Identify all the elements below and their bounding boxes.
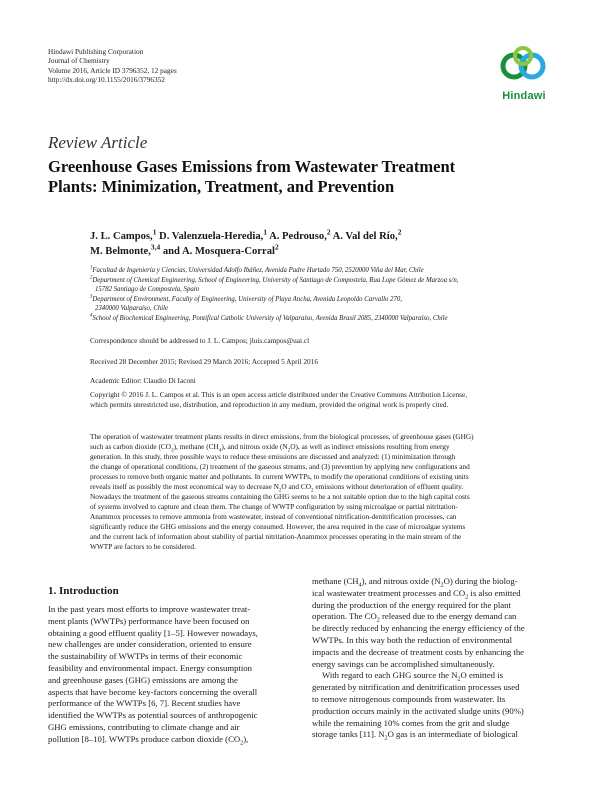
copyright-notice: Copyright © 2016 J. L. Campos et al. This is an open access article distributed under the Creative Commons Attribution License, which permits unrestricted use, distribution, and reproduction in any medium, provided the original work is properly cited. [90, 390, 468, 409]
journal-name: Journal of Chemistry [48, 56, 110, 66]
correspondence: Correspondence should be addressed to J. L. Campos; jluis.campos@uai.cl [90, 336, 310, 345]
article-type: Review Article [48, 133, 148, 152]
author-name: J. L. Campos, [90, 231, 153, 242]
title-line: Plants: Minimization, Treatment, and Prevention [48, 177, 395, 196]
author-name: and A. Mosquera-Corral [160, 246, 275, 257]
author-affiliation-marker: 2 [326, 227, 331, 237]
affiliation-continued: 15782 Santiago de Compostela, Spain [95, 286, 200, 294]
author-affiliation-marker: 2 [274, 242, 279, 252]
author-affiliation-marker: 2 [397, 227, 402, 237]
affiliation-continued: 2340000 Valparaíso, Chile [95, 305, 169, 313]
affiliation: $^2$Department of Chemical Engineering, School of Engineering, University of Santiago de Compostela, Rua Lope Gómez de Marzoa s/n, [90, 275, 459, 284]
body-column-left: In the past years most efforts to improve wastewater treat- ment plants (WWTPs) performance have been focused on obtaining a good effluent quality [1–5]. However nowadays, new challenges are under consideration, oriented to ensure the sustainability of WWTPs in terms of their economic feasibility and environmental impact. Energy consumption and greenhouse gases (GHG) emissions are among the aspects that have become key-factors concerning the overall performance of the WWTPs [6, 7]. Recent studies have identified the WWTPs as potential sources of anthropogenic GHG emissions, contributing to climate change and air pollution [8–10]. WWTPs produce carbon dioxide $(CO_2)$, [48, 604, 258, 747]
publisher-name: Hindawi Publishing Corporation [48, 47, 144, 56]
title-line: Greenhouse Gases Emissions from Wastewater Treatment [48, 157, 456, 176]
affiliation: $^3$Department of Environment, Faculty of Engineering, University of Playa Ancha, Avenida Leopoldo Carvallo 270, [90, 294, 403, 303]
article-title [48, 157, 568, 197]
affiliation-list [90, 266, 562, 324]
author-affiliation-marker: 1 [152, 227, 157, 237]
author-affiliation-marker: 1 [263, 227, 268, 237]
body-column-right: methane $(CH_4)$, and nitrous oxide $(N_2O)$ during the biolog- ical wastewater treatment processes and $CO_2$ is also emitted during the production of the energy required for the plant operation. The $CO_2$ released due to the energy demand can be directly reduced by enhancing the energy efficiency of the WWTPs. In this way both the reduction of environmental impacts and the decrease of treatment costs by enhancing the energy savings can be accomplished simultaneously. With regard to each GHG source the $N_2O$ emitted is generated by nitrification and denitrification processes used to remove nitrogenous compounds from wastewater. Its production occurs mainly in the activated sludge units (90%) while the remaining 10% comes from the grit and sludge storage tanks [11]. $N_2O$ gas is an intermediate of biological [312, 576, 525, 743]
author-name: A. Pedrouso, [267, 231, 327, 242]
section-heading: 1. Introduction [48, 585, 119, 597]
author-name: A. Val del Río, [330, 231, 398, 242]
volume-info: Volume 2016, Article ID 3796352, 12 pages [48, 65, 177, 75]
author-name: M. Belmonte, [90, 246, 151, 257]
author-name: D. Valenzuela-Heredia, [156, 231, 264, 242]
abstract: The operation of wastewater treatment plants results in direct emissions, from the biological processes, of greenhouse gases (GHG) such as carbon dioxide $(CO_2)$, methane $(CH_4)$, and nitrous oxide $(N_2O)$, as well as indirect emissions resulting from energy generation. In this study, three possible ways to reduce these emissions are discussed and analyzed: (1) minimization through the change of operational conditions, (2) treatment of the gaseous streams, and (3) prevention by applying new configurations and processes to remove both organic matter and pollutants. In current WWTPs, to modify the operational conditions of existing units reveals itself as possibly the most economical way to decrease $N_2O$ and $CO_2$ emissions without deterioration of effluent quality. Nowadays the treatment of the gaseous streams containing the GHG seems to be a not suitable option due to the high capital costs of systems involved to capture and clean them. The change of WWTP configuration by using microalgae or partial nitritation- Anammox processes to remove ammonia from wastewater, instead of conventional nitrification-denitrification processes, can significantly reduce the GHG emissions and the energy consumed. However, the area required in the case of microalgae systems and the current lack of information about stability of partial nitritation-Anammox processes operating in the main stream of the WWTP are factors to be considered. [90, 432, 474, 551]
affiliation: $^4$School of Biochemical Engineering, Pontifical Catholic University of Valparaíso, Avenida Brasil 2085, 2340000 Valparaíso, Chile [90, 313, 448, 322]
doi-link[interactable]: http://dx.doi.org/10.1155/2016/3796352 [48, 75, 165, 85]
affiliation: $^1$Facultad de Ingeniería y Ciencias, Universidad Adolfo Ibáñez, Avenida Padre Hurtado 750, 2520000 Viña del Mar, Chile [90, 265, 424, 274]
hindawi-logo-text: Hindawi [502, 90, 546, 102]
author-affiliation-marker: 3,4 [150, 242, 161, 252]
author-list [90, 229, 570, 259]
publication-info [48, 47, 177, 85]
academic-editor: Academic Editor: Claudio Di Iaconi [90, 376, 196, 385]
article-dates: Received 28 December 2015; Revised 29 March 2016; Accepted 5 April 2016 [90, 357, 318, 366]
